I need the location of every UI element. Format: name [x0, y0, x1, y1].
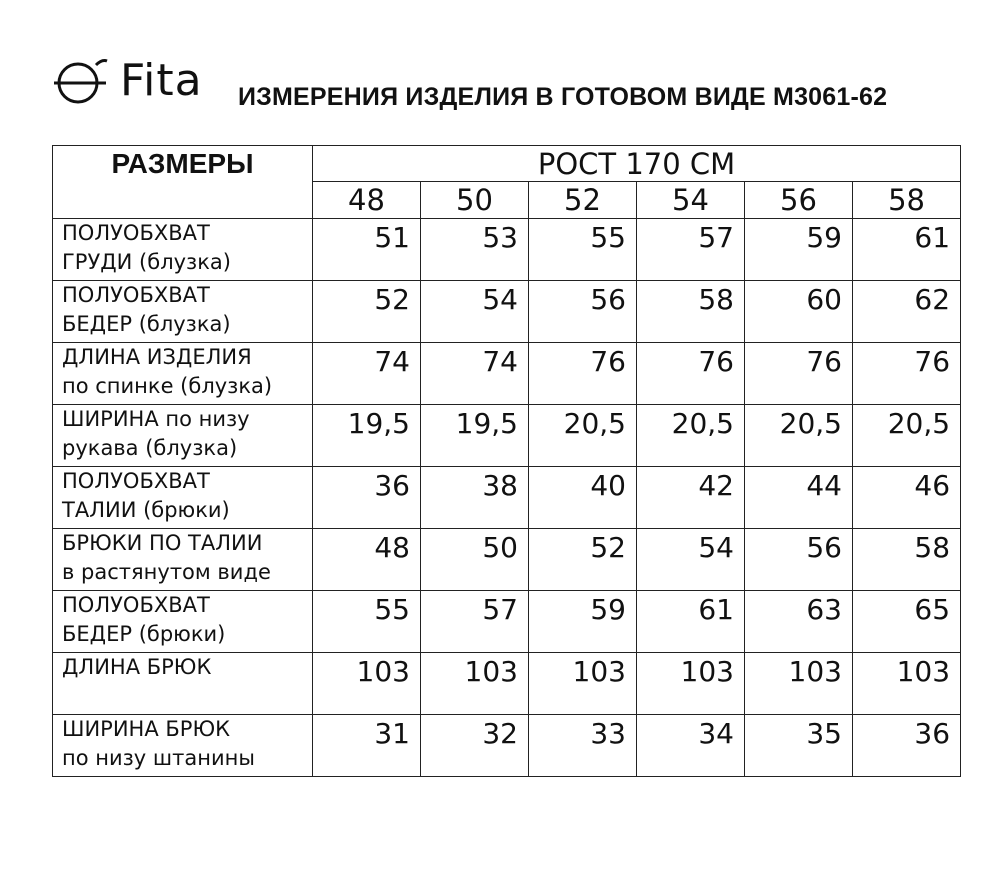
measurement-label-line2: по спинке (блузка): [62, 374, 273, 398]
measurement-value: 32: [421, 715, 529, 777]
measurement-value: 76: [853, 343, 961, 405]
measurement-value: 65: [853, 591, 961, 653]
page-title: ИЗМЕРЕНИЯ ИЗДЕЛИЯ В ГОТОВОМ ВИДЕ М3061-62: [238, 83, 888, 111]
measurement-value: 33: [529, 715, 637, 777]
measurement-label-line1: ПОЛУОБХВАТ: [62, 221, 210, 245]
measurement-value: 76: [745, 343, 853, 405]
measurement-label: [53, 405, 313, 467]
size-table: [52, 145, 961, 777]
measurement-label-line1: ДЛИНА ИЗДЕЛИЯ: [62, 345, 252, 369]
measurement-value: 103: [529, 653, 637, 715]
measurement-value: 20,5: [853, 405, 961, 467]
table-row: [53, 219, 961, 281]
measurement-value: 55: [313, 591, 421, 653]
measurement-label-line2: ГРУДИ (блузка): [62, 250, 231, 274]
measurement-value: 60: [745, 281, 853, 343]
brand-name: Fita: [120, 55, 203, 106]
measurement-label-line1: ПОЛУОБХВАТ: [62, 283, 210, 307]
measurement-value: 103: [421, 653, 529, 715]
measurement-value: 20,5: [745, 405, 853, 467]
measurement-label: [53, 715, 313, 777]
measurement-label-line2: по низу штанины: [62, 746, 255, 770]
measurement-label-line1: БРЮКИ ПО ТАЛИИ: [62, 531, 263, 555]
measurement-value: 74: [313, 343, 421, 405]
measurement-label-line1: ШИРИНА БРЮК: [62, 717, 231, 741]
measurement-label: [53, 281, 313, 343]
fita-logo-mark-icon: [52, 56, 108, 106]
measurement-value: 76: [529, 343, 637, 405]
size-header-cell: 58: [853, 182, 961, 219]
measurement-value: 76: [637, 343, 745, 405]
measurement-label-line2: рукава (блузка): [62, 436, 238, 460]
measurement-value: 36: [853, 715, 961, 777]
brand-logo: [52, 56, 203, 106]
measurement-value: 56: [529, 281, 637, 343]
measurement-label-line1: ПОЛУОБХВАТ: [62, 593, 210, 617]
measurement-value: 48: [313, 529, 421, 591]
measurement-label: [53, 653, 313, 715]
measurement-value: 38: [421, 467, 529, 529]
measurement-value: 55: [529, 219, 637, 281]
measurement-value: 44: [745, 467, 853, 529]
measurement-value: 46: [853, 467, 961, 529]
measurement-label-line1: ДЛИНА БРЮК: [62, 655, 212, 679]
measurement-value: 52: [313, 281, 421, 343]
table-row: [53, 591, 961, 653]
measurement-label: [53, 591, 313, 653]
measurement-value: 35: [745, 715, 853, 777]
table-row: [53, 529, 961, 591]
measurement-label: [53, 467, 313, 529]
measurement-value: 103: [637, 653, 745, 715]
measurement-value: 40: [529, 467, 637, 529]
measurement-value: 52: [529, 529, 637, 591]
measurement-value: 20,5: [637, 405, 745, 467]
measurement-value: 59: [745, 219, 853, 281]
size-header-cell: 54: [637, 182, 745, 219]
measurement-label-line1: ПОЛУОБХВАТ: [62, 469, 210, 493]
measurement-value: 36: [313, 467, 421, 529]
measurement-value: 63: [745, 591, 853, 653]
table-row: [53, 343, 961, 405]
measurement-value: 74: [421, 343, 529, 405]
measurement-value: 54: [421, 281, 529, 343]
measurement-value: 19,5: [313, 405, 421, 467]
measurement-label-line1: ШИРИНА по низу: [62, 407, 250, 431]
table-row: [53, 405, 961, 467]
measurement-value: 57: [421, 591, 529, 653]
measurement-value: 34: [637, 715, 745, 777]
sizes-header: РАЗМЕРЫ: [53, 146, 313, 219]
measurement-label-line2: БЕДЕР (брюки): [62, 622, 226, 646]
height-header: РОСТ 170 СМ: [313, 146, 961, 182]
table-row: [53, 653, 961, 715]
measurement-value: 103: [313, 653, 421, 715]
measurement-value: 62: [853, 281, 961, 343]
measurement-value: 57: [637, 219, 745, 281]
measurement-value: 56: [745, 529, 853, 591]
size-header-cell: 56: [745, 182, 853, 219]
measurement-value: 58: [637, 281, 745, 343]
measurement-value: 58: [853, 529, 961, 591]
measurement-value: 53: [421, 219, 529, 281]
measurement-value: 31: [313, 715, 421, 777]
measurement-value: 51: [313, 219, 421, 281]
measurement-value: 103: [745, 653, 853, 715]
measurement-value: 50: [421, 529, 529, 591]
measurement-label: [53, 219, 313, 281]
measurement-value: 54: [637, 529, 745, 591]
measurement-value: 59: [529, 591, 637, 653]
size-header-cell: 50: [421, 182, 529, 219]
measurement-value: 61: [637, 591, 745, 653]
measurement-label-line2: БЕДЕР (блузка): [62, 312, 231, 336]
measurement-label: [53, 343, 313, 405]
size-header-cell: 52: [529, 182, 637, 219]
table-row: [53, 467, 961, 529]
measurement-label-line2: в растянутом виде: [62, 560, 271, 584]
measurement-value: 19,5: [421, 405, 529, 467]
table-row: [53, 715, 961, 777]
measurement-label-line2: ТАЛИИ (брюки): [62, 498, 230, 522]
measurement-value: 20,5: [529, 405, 637, 467]
measurement-value: 42: [637, 467, 745, 529]
measurement-label: [53, 529, 313, 591]
measurement-value: 61: [853, 219, 961, 281]
table-row: [53, 281, 961, 343]
size-header-cell: 48: [313, 182, 421, 219]
measurement-value: 103: [853, 653, 961, 715]
